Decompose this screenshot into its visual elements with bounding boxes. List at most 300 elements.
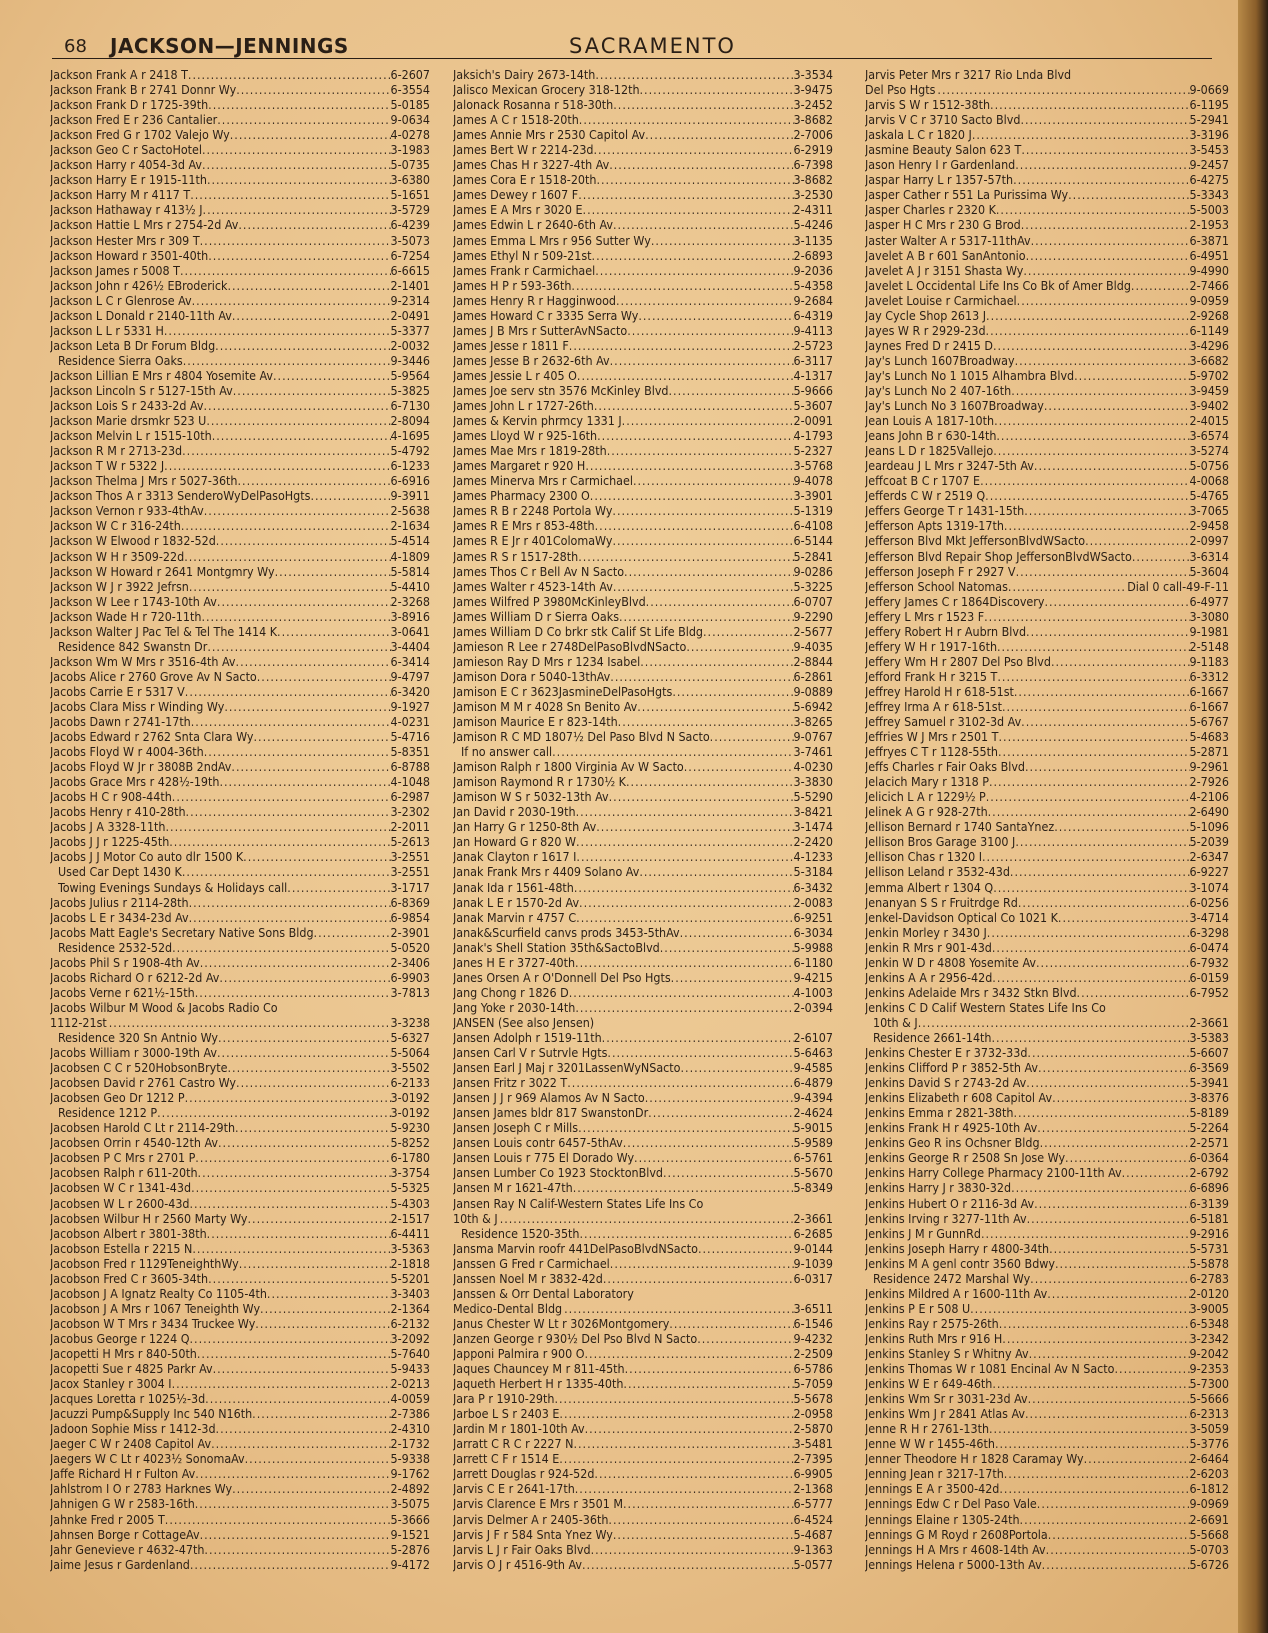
entry-phone: 2-0083 (793, 894, 833, 910)
entry-name: Jenkins Adelaide Mrs r 3432 Stkn Blvd (865, 984, 1077, 1000)
leader-dots (1026, 248, 1190, 263)
entry-name: Jenkins W E r 649-46th (865, 1376, 993, 1392)
directory-entry (453, 1466, 833, 1481)
directory-entry (865, 428, 1229, 443)
directory-entry (50, 1376, 430, 1391)
entry-name: Jang Yoke r 2030-14th (453, 999, 576, 1015)
leader-dots (1047, 1286, 1189, 1301)
leader-dots (172, 1376, 391, 1391)
leader-dots (989, 1421, 1190, 1436)
leader-dots (200, 1527, 391, 1542)
entry-name: Jaques Chauncey M r 811-45th (453, 1361, 625, 1377)
directory-entry (453, 819, 833, 834)
directory-entry (865, 910, 1229, 925)
leader-dots (627, 323, 793, 338)
entry-name: Jasper Cather r 551 La Purissima Wy (865, 187, 1069, 203)
directory-entry (453, 278, 833, 293)
leader-dots (622, 413, 794, 428)
leader-dots (1011, 1180, 1189, 1195)
directory-entry (453, 880, 833, 895)
entry-phone: 5-6767 (1189, 714, 1229, 730)
leader-dots (698, 1241, 794, 1256)
entry-phone: 2-6464 (1189, 1451, 1229, 1467)
directory-entry (453, 1376, 833, 1391)
directory-entry (453, 895, 833, 910)
entry-phone: 4-0278 (390, 127, 430, 143)
directory-entry (50, 233, 430, 248)
entry-phone: 5-5668 (1189, 1526, 1229, 1542)
directory-entry (453, 1331, 833, 1346)
entry-phone: 6-1149 (1189, 322, 1229, 338)
leader-dots (254, 729, 391, 744)
directory-entry (865, 1165, 1229, 1180)
leader-dots (239, 1256, 391, 1271)
entry-name: Jamison Dora r 5040-13thAv (453, 668, 611, 684)
leader-dots (1051, 654, 1190, 669)
leader-dots (990, 97, 1189, 112)
entry-name: Medico-Dental Bldg (453, 1300, 563, 1316)
entry-name: Janak L E r 1570-2d Av (453, 894, 580, 910)
leader-dots (198, 1165, 391, 1180)
leader-dots (190, 1196, 391, 1211)
entry-phone: 4-2106 (1189, 789, 1229, 805)
leader-dots (206, 413, 390, 428)
entry-name: Jacobs J J r 1225-45th (50, 834, 170, 850)
entry-phone: 6-3432 (793, 879, 833, 895)
directory-entry (50, 1135, 430, 1150)
entry-name: Jenkins Irving r 3277-11th Av (865, 1210, 1027, 1226)
leader-dots (596, 819, 793, 834)
directory-entry (50, 1015, 430, 1030)
leader-dots (987, 925, 1190, 940)
directory-entry (865, 1436, 1229, 1451)
entry-phone: 2-2011 (390, 819, 430, 835)
entry-phone: 3-6511 (793, 1300, 833, 1316)
entry-name: Jansen M r 1621-47th (453, 1180, 573, 1196)
entry-name: Jackson Leta B Dr Forum Bldg (50, 337, 216, 353)
directory-entry (865, 1241, 1229, 1256)
entry-name: Jefferds C W r 2519 Q (865, 488, 986, 504)
entry-name: 1112-21st (50, 1014, 107, 1030)
entry-phone: 6-4524 (793, 1511, 833, 1527)
entry-name: Jackson Frank D r 1725-39th (50, 97, 209, 113)
entry-phone: 3-6682 (1189, 352, 1229, 368)
directory-entry (453, 579, 833, 594)
entry-phone: 9-0767 (793, 729, 833, 745)
directory-entry (865, 669, 1229, 684)
entry-name: Jacobs Verne r 621½-15th (50, 984, 195, 1000)
directory-entry (865, 97, 1229, 112)
leader-dots (1020, 112, 1189, 127)
entry-name: Jansen Louis r 775 El Dorado Wy (453, 1150, 635, 1166)
entry-name: Jacuzzi Pump&Supply Inc 540 N16th (50, 1406, 253, 1422)
leader-dots (218, 1030, 391, 1045)
entry-phone: 6-6896 (1189, 1180, 1229, 1196)
entry-phone: 6-6916 (390, 473, 430, 489)
entry-phone: 6-4411 (390, 1225, 430, 1241)
directory-entry (50, 1271, 430, 1286)
entry-name: Jalisco Mexican Grocery 318-12th (453, 82, 640, 98)
leader-dots (569, 985, 794, 1000)
leader-dots (669, 383, 794, 398)
leader-dots (640, 82, 794, 97)
entry-name: Jeffers George T r 1431-15th (865, 503, 1025, 519)
leader-dots (984, 609, 1189, 624)
entry-name: Japponi Palmira r 900 O (453, 1345, 585, 1361)
entry-phone: 4-0059 (390, 1391, 430, 1407)
directory-entry (453, 1150, 833, 1165)
entry-phone: 3-4404 (390, 638, 430, 654)
entry-name: Jacobsen W L r 2600-43d (50, 1195, 190, 1211)
leader-dots (1028, 1391, 1190, 1406)
leader-dots (182, 443, 390, 458)
directory-entry (865, 955, 1229, 970)
entry-name: Jenkins Harry College Pharmacy 2100-11th Av (865, 1165, 1122, 1181)
entry-name: James Walter r 4523-14th Av (453, 578, 613, 594)
leader-dots (624, 564, 793, 579)
entry-name: Javelet L Occidental Life Ins Co Bk of Amer Bldg (865, 277, 1131, 293)
directory-entry (50, 684, 430, 699)
entry-phone: 3-5363 (390, 1240, 430, 1256)
entry-phone: 3-8916 (390, 608, 430, 624)
entry-name: James Chas H r 3227-4th Av (453, 157, 610, 173)
entry-name: Jenkins Emma r 2821-38th (865, 1105, 1014, 1121)
entry-phone: 5-9589 (793, 1135, 833, 1151)
entry-name: Jacobsen W C r 1341-43d (50, 1180, 192, 1196)
leader-dots (996, 202, 1190, 217)
entry-phone: 5-2039 (1189, 834, 1229, 850)
directory-entry (865, 1361, 1229, 1376)
entry-phone: 2-4015 (1189, 413, 1229, 429)
leader-dots (574, 880, 794, 895)
leader-dots (623, 1376, 793, 1391)
entry-name: James Thos C r Bell Av N Sacto (453, 563, 625, 579)
leader-dots (191, 1180, 390, 1195)
entry-phone: 6-2133 (390, 1075, 430, 1091)
directory-entry (453, 985, 833, 1000)
entry-name: James Ethyl N r 509-21st (453, 247, 592, 263)
entry-name: Jamieson Ray D Mrs r 1234 Isabel (453, 653, 641, 669)
directory-entry (453, 1000, 833, 1015)
entry-name: Jamieson R Lee r 2748DelPasoBlvdNSacto (453, 638, 687, 654)
entry-name: James E A Mrs r 3020 E (453, 202, 583, 218)
entry-phone: 2-1953 (1189, 217, 1229, 233)
leader-dots (989, 774, 1190, 789)
leader-dots (195, 1150, 390, 1165)
directory-entry (865, 533, 1229, 548)
leader-dots (578, 1120, 793, 1135)
entry-name: Jan Harry G r 1250-8th Av (453, 819, 597, 835)
leader-dots (575, 1000, 793, 1015)
entry-phone: 2-5638 (390, 503, 430, 519)
entry-name: Jacobson Fred r 1129TeneighthWy (50, 1255, 239, 1271)
leader-dots (648, 1105, 793, 1120)
entry-name: Towing Evenings Sundays & Holidays call (58, 879, 288, 895)
entry-phone: 3-4296 (1189, 337, 1229, 353)
directory-entry (453, 669, 833, 684)
directory-entry (453, 518, 833, 533)
directory-entry (453, 1165, 833, 1180)
leader-dots (208, 248, 390, 263)
leader-dots (595, 518, 794, 533)
directory-entry (50, 142, 430, 157)
entry-phone: 3-8682 (793, 172, 833, 188)
city-title: SACRAMENTO (569, 34, 736, 58)
directory-entry (50, 1075, 430, 1090)
entry-name: Jenkins Stanley S r Whitny Av (865, 1345, 1029, 1361)
entry-phone: 6-7932 (1189, 954, 1229, 970)
leader-dots (164, 323, 391, 338)
entry-name: James Frank r Carmichael (453, 262, 596, 278)
entry-phone: 5-4410 (390, 578, 430, 594)
entry-phone: 5-0703 (1189, 1541, 1229, 1557)
entry-name: Jamison R C MD 1807½ Del Paso Blvd N Sacto (453, 729, 710, 745)
entry-name: Jackson Marie drsmkr 523 U (50, 413, 207, 429)
leader-dots (236, 654, 391, 669)
leader-dots (1122, 1165, 1190, 1180)
leader-dots (217, 112, 390, 127)
leader-dots (267, 1286, 391, 1301)
entry-phone: 3-7065 (1189, 503, 1229, 519)
entry-phone: 3-8265 (793, 714, 833, 730)
directory-entry (453, 729, 833, 744)
leader-dots (981, 1226, 1190, 1241)
directory-entry (50, 594, 430, 609)
directory-entry (50, 1557, 430, 1572)
entry-name: Jenne W W r 1455-46th (865, 1436, 995, 1452)
leader-dots (591, 1542, 794, 1557)
entry-name: Jellison Chas r 1320 I (865, 849, 983, 865)
leader-dots (1008, 579, 1127, 594)
entry-phone: 5-5814 (390, 563, 430, 579)
entry-name: Jacox Stanley r 3004 I (50, 1376, 172, 1392)
entry-phone: 3-9005 (1189, 1300, 1229, 1316)
entry-name: Jenkin W D r 4808 Yosemite Av (865, 954, 1036, 970)
directory-entry (50, 1331, 430, 1346)
leader-dots (585, 1421, 794, 1436)
entry-name: James Cora E r 1518-20th (453, 172, 597, 188)
entry-name: Janak's Shell Station 35th&SactoBlvd (453, 939, 660, 955)
leader-dots (680, 1060, 793, 1075)
directory-entry (865, 458, 1229, 473)
directory-entry (50, 368, 430, 383)
leader-dots (578, 187, 793, 202)
directory-entry (865, 1000, 1229, 1015)
leader-dots (219, 774, 390, 789)
entry-phone: 6-3034 (793, 924, 833, 940)
entry-name: Jarvis Clarence E Mrs r 3501 M (453, 1496, 623, 1512)
directory-entry (50, 1421, 430, 1436)
leader-dots (613, 1527, 794, 1542)
leader-dots (1016, 564, 1190, 579)
entry-name: Jamison Maurice E r 823-14th (453, 714, 618, 730)
entry-phone: 3-9459 (1189, 382, 1229, 398)
leader-dots (215, 338, 390, 353)
leader-dots (257, 669, 391, 684)
leader-dots (204, 503, 391, 518)
entry-name: Jadoon Sophie Miss r 1412-3d (50, 1421, 216, 1437)
directory-entry (865, 353, 1229, 368)
directory-entry (453, 1451, 833, 1466)
directory-entry (50, 488, 430, 503)
leader-dots (169, 834, 390, 849)
entry-phone: 5-4765 (1189, 488, 1229, 504)
entry-phone: 2-2571 (1189, 1135, 1229, 1151)
entry-phone: 3-1474 (793, 819, 833, 835)
leader-dots (165, 819, 390, 834)
directory-entry (50, 549, 430, 564)
entry-name: Jenkin Morley r 3430 J (865, 924, 987, 940)
leader-dots (1020, 1512, 1190, 1527)
leader-dots (314, 925, 391, 940)
directory-entry (50, 624, 430, 639)
leader-dots (189, 910, 391, 925)
entry-phone: 5-9338 (390, 1451, 430, 1467)
directory-entry (865, 654, 1229, 669)
leader-dots (1038, 1060, 1190, 1075)
entry-name: Jellison Leland r 3532-43d (865, 864, 1010, 880)
entry-name: Jeffrey Samuel r 3102-3d Av (865, 714, 1022, 730)
directory-entry (865, 368, 1229, 383)
leader-dots (1037, 1496, 1190, 1511)
leader-dots (992, 1030, 1190, 1045)
directory-entry (50, 413, 430, 428)
entry-name: Jeffery Robert H r Aubrn Blvd (865, 623, 1027, 639)
leader-dots (1048, 1527, 1190, 1542)
leader-dots (197, 1346, 391, 1361)
entry-phone: 2-1634 (390, 518, 430, 534)
entry-name: Residence 1212 P (58, 1105, 158, 1121)
directory-entry (50, 864, 430, 879)
entry-phone: 6-2132 (390, 1315, 430, 1331)
entry-name: Jarratt C R C r 2227 N (453, 1436, 574, 1452)
leader-dots (646, 594, 794, 609)
entry-name: Jeffries W J Mrs r 2501 T (865, 729, 999, 745)
entry-phone: 3-5059 (1189, 1421, 1229, 1437)
directory-entry (453, 383, 833, 398)
directory-entry (50, 579, 430, 594)
leader-dots (218, 1135, 391, 1150)
directory-entry (865, 729, 1229, 744)
leader-dots (211, 1436, 390, 1451)
leader-dots (1052, 1090, 1189, 1105)
leader-dots (1025, 1406, 1190, 1421)
entry-name: Jacobsen Ralph r 611-20th (50, 1165, 198, 1181)
directory-entry (50, 1120, 430, 1135)
entry-name: Jardin M r 1801-10th Av (453, 1421, 585, 1437)
entry-name: Jenanyan S S r Fruitrdge Rd (865, 894, 1018, 910)
directory-entry (453, 1527, 833, 1542)
leader-dots (1025, 759, 1190, 774)
leader-dots (224, 699, 390, 714)
leader-dots (201, 609, 390, 624)
entry-phone: 6-4319 (793, 307, 833, 323)
directory-entry (865, 1376, 1229, 1391)
leader-dots (1055, 1256, 1190, 1271)
directory-entry (50, 172, 430, 187)
leader-dots (610, 353, 794, 368)
directory-entry (50, 1301, 430, 1316)
entry-phone: 5-2876 (390, 1541, 430, 1557)
leader-dots (185, 684, 391, 699)
directory-entry (50, 263, 430, 278)
entry-name: Jahnsen Borge r CottageAv (50, 1526, 200, 1542)
entry-phone: 5-0520 (390, 939, 430, 955)
entry-name: Jeffery W H r 1917-16th (865, 638, 998, 654)
leader-dots (1131, 278, 1190, 293)
leader-dots (616, 293, 794, 308)
leader-dots (216, 533, 391, 548)
entry-name: Jennings G M Royd r 2608Portola (865, 1526, 1048, 1542)
entry-name: Jarvis C E r 2641-17th (453, 1481, 575, 1497)
entry-phone: 5-9988 (793, 939, 833, 955)
entry-name: If no answer call (461, 744, 553, 760)
leader-dots (1004, 1466, 1190, 1481)
running-head: JACKSON—JENNINGS (110, 34, 349, 58)
entry-name: Jang Chong r 1826 D (453, 984, 569, 1000)
entry-phone: 5-6463 (793, 1045, 833, 1061)
leader-dots (186, 804, 391, 819)
leader-dots (277, 624, 390, 639)
leader-dots (204, 1542, 390, 1557)
entry-phone: 2-9268 (1189, 307, 1229, 323)
directory-entry (865, 1466, 1229, 1481)
directory-entry (453, 1496, 833, 1511)
entry-name: Jasmine Beauty Salon 623 T (865, 142, 1022, 158)
directory-entry (50, 1481, 430, 1496)
leader-dots (982, 849, 1190, 864)
directory-entry (453, 308, 833, 323)
entry-name: James William D Co brkr stk Calif St Life Bldg (453, 623, 704, 639)
leader-dots (1115, 1361, 1190, 1376)
leader-dots (1042, 1557, 1190, 1572)
directory-entry (50, 67, 430, 82)
leader-dots (997, 669, 1189, 684)
entry-phone: 5-9433 (390, 1361, 430, 1377)
directory-entry (865, 187, 1229, 202)
entry-phone: 4-0231 (390, 714, 430, 730)
entry-name: Jarvis V C r 3710 Sacto Blvd (865, 112, 1021, 128)
entry-phone: 6-2861 (793, 668, 833, 684)
directory-entry (865, 759, 1229, 774)
entry-name: Jelinek A G r 928-27th (865, 804, 988, 820)
directory-entry (865, 940, 1229, 955)
entry-phone: 6-3871 (1189, 232, 1229, 248)
leader-dots (236, 82, 390, 97)
entry-phone: 2-3661 (793, 1210, 833, 1226)
entry-name: Jenkel-Davidson Optical Co 1021 K (865, 909, 1058, 925)
entry-name: Janak&Scurfield canvs prods 3453-5thAv (453, 924, 680, 940)
directory-entry (865, 1090, 1229, 1105)
leader-dots (992, 1376, 1189, 1391)
entry-name: Jacques Loretta r 1025½-3d (50, 1391, 206, 1407)
leader-dots (559, 1451, 793, 1466)
entry-name: James Bert W r 2214-23d (453, 142, 594, 158)
leader-dots (216, 1421, 391, 1436)
directory-entry (865, 503, 1229, 518)
entry-phone: 5-0185 (390, 97, 430, 113)
leader-dots (998, 744, 1190, 759)
entry-name: Jalonack Rosanna r 518-30th (453, 97, 614, 113)
directory-entry (453, 1030, 833, 1045)
directory-entry (865, 1557, 1229, 1572)
entry-phone: 9-4215 (793, 969, 833, 985)
leader-dots (1010, 864, 1190, 879)
directory-entry (50, 278, 430, 293)
leader-dots (1015, 157, 1189, 172)
leader-dots (996, 428, 1189, 443)
leader-dots (219, 970, 390, 985)
